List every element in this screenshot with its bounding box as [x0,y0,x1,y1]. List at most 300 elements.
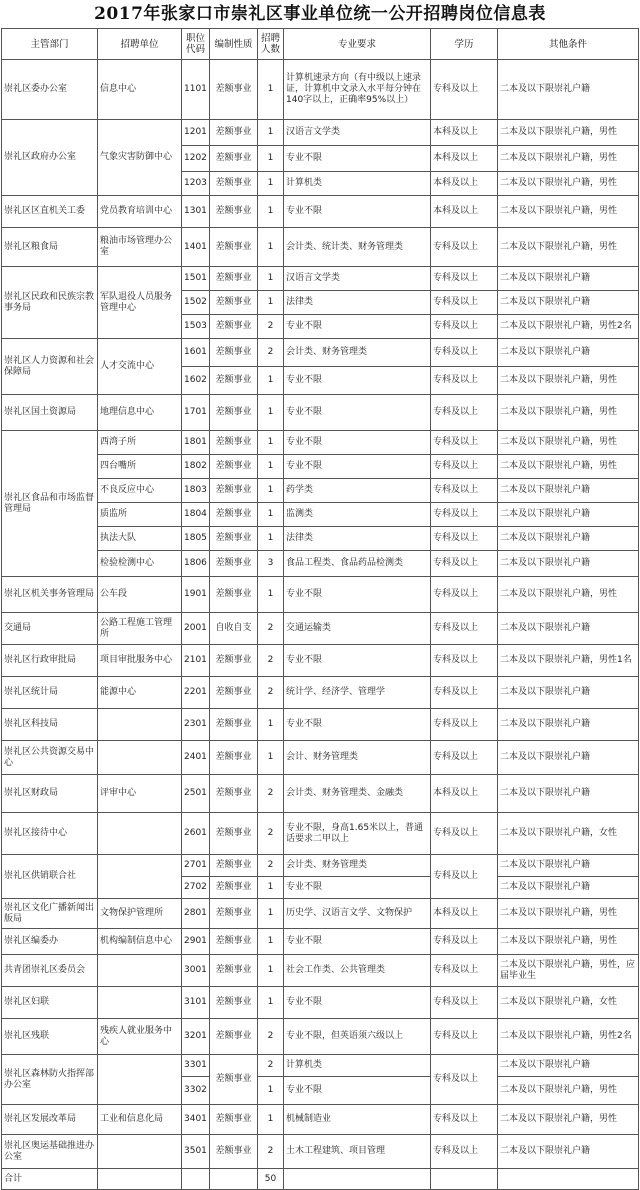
unit-cell: 人才交流中心 [98,339,182,395]
other-cell: 二本及以下限崇礼户籍，男性 [498,196,639,228]
count-cell: 1 [258,1105,284,1135]
edu-cell: 专科及以上 [431,1135,498,1169]
unit-cell: 公路工程施工管理所 [98,613,182,645]
code-cell: 2701 [182,855,210,877]
code-cell: 3401 [182,1105,210,1135]
major-cell: 计算机类 [284,172,431,196]
count-cell: 1 [258,291,284,315]
nature-cell: 差额事业 [210,775,258,813]
code-cell: 1602 [182,367,210,395]
major-cell: 法律类 [284,291,431,315]
nature-cell: 差额事业 [210,527,258,551]
major-cell: 会计类、财务管理类 [284,339,431,367]
edu-cell: 专科及以上 [431,645,498,677]
nature-cell: 差额事业 [210,577,258,613]
edu-cell: 专科及以上 [431,955,498,987]
major-cell: 专业不限 [284,431,431,455]
edu-cell: 专科及以上 [431,1105,498,1135]
other-cell: 二本及以下限崇礼户籍 [498,709,639,741]
table-row [2,503,639,527]
count-cell: 1 [258,929,284,955]
table-row [2,339,639,367]
table-header-row [2,29,639,60]
edu-cell: 专科及以上 [431,431,498,455]
unit-cell: 粮油市场管理办公室 [98,228,182,267]
table-row [2,395,639,431]
header-count: 招聘人数 [258,29,284,60]
table-row [2,775,639,813]
nature-cell: 差额事业 [210,291,258,315]
edu-cell: 专科及以上 [431,551,498,577]
nature-cell: 差额事业 [210,987,258,1019]
edu-cell: 专科及以上 [431,315,498,339]
unit-cell: 残疾人就业服务中心 [98,1019,182,1055]
dept-cell: 崇礼区食品和市场监督管理局 [2,431,98,577]
edu-cell: 专科及以上 [431,1055,498,1105]
nature-cell: 差额事业 [210,196,258,228]
other-cell: 二本及以下限崇礼户籍 [498,479,639,503]
dept-cell: 崇礼区委办公室 [2,60,98,120]
empty-cell [498,1169,639,1190]
count-cell: 3 [258,551,284,577]
count-cell: 2 [258,613,284,645]
dept-cell: 崇礼区民政和民族宗教事务局 [2,267,98,339]
other-cell: 二本及以下限崇礼户籍，男性 [498,1105,639,1135]
code-cell: 1401 [182,228,210,267]
major-cell: 土木工程建筑、项目管理 [284,1135,431,1169]
edu-cell: 专科及以上 [431,855,498,899]
table-row [2,645,639,677]
major-cell: 法律类 [284,527,431,551]
nature-cell: 差额事业 [210,899,258,929]
major-cell: 专业不限 [284,577,431,613]
dept-cell: 崇礼区国土资源局 [2,395,98,431]
code-cell: 2401 [182,741,210,775]
code-cell: 1501 [182,267,210,291]
count-cell: 2 [258,1135,284,1169]
dept-cell: 崇礼区科技局 [2,709,98,741]
dept-cell: 崇礼区编委办 [2,929,98,955]
nature-cell: 差额事业 [210,645,258,677]
unit-cell [98,741,182,775]
dept-cell: 崇礼区区直机关工委 [2,196,98,228]
major-cell: 会计类、财务管理类 [284,855,431,877]
table-row [2,987,639,1019]
dept-cell: 崇礼区公共资源交易中心 [2,741,98,775]
edu-cell: 专科及以上 [431,613,498,645]
edu-cell: 本科及以上 [431,196,498,228]
unit-cell: 西湾子所 [98,431,182,455]
other-cell: 二本及以下限崇礼户籍 [498,775,639,813]
code-cell: 2901 [182,929,210,955]
nature-cell: 差额事业 [210,431,258,455]
other-cell: 二本及以下限崇礼户籍，男性2名 [498,315,639,339]
code-cell: 1803 [182,479,210,503]
nature-cell: 差额事业 [210,455,258,479]
table-row [2,267,639,291]
code-cell: 1502 [182,291,210,315]
nature-cell: 差额事业 [210,1019,258,1055]
table-row [2,813,639,855]
other-cell: 二本及以下限崇礼户籍 [498,613,639,645]
unit-cell: 工业和信息化局 [98,1105,182,1135]
unit-cell [98,709,182,741]
unit-cell: 能源中心 [98,677,182,709]
count-cell: 1 [258,987,284,1019]
count-cell: 2 [258,855,284,877]
major-cell: 专业不限 [284,929,431,955]
unit-cell: 机构编制信息中心 [98,929,182,955]
dept-cell: 崇礼区供销联合社 [2,855,98,899]
code-cell: 1804 [182,503,210,527]
edu-cell: 专科及以上 [431,367,498,395]
major-cell: 食品工程类、食品药品检测类 [284,551,431,577]
edu-cell: 专科及以上 [431,228,498,267]
edu-cell: 专科及以上 [431,577,498,613]
major-cell: 专业不限 [284,146,431,172]
dept-cell: 崇礼区政府办公室 [2,120,98,196]
edu-cell: 专科及以上 [431,741,498,775]
code-cell: 1802 [182,455,210,479]
table-row [2,431,639,455]
empty-cell [210,1169,258,1190]
other-cell: 二本及以下限崇礼户籍，男性 [498,431,639,455]
other-cell: 二本及以下限崇礼户籍 [498,503,639,527]
unit-cell [98,855,182,899]
code-cell: 3001 [182,955,210,987]
major-cell: 专业不限 [284,645,431,677]
nature-cell: 差额事业 [210,1135,258,1169]
unit-cell: 执法大队 [98,527,182,551]
dept-cell: 崇礼区财政局 [2,775,98,813]
count-cell: 2 [258,1019,284,1055]
count-cell: 1 [258,196,284,228]
other-cell: 二本及以下限崇礼户籍 [498,1055,639,1077]
other-cell: 二本及以下限崇礼户籍 [498,551,639,577]
major-cell: 历史学、汉语言文学、文物保护 [284,899,431,929]
other-cell: 二本及以下限崇礼户籍，男性 [498,146,639,172]
code-cell: 2001 [182,613,210,645]
code-cell: 1601 [182,339,210,367]
other-cell: 二本及以下限崇礼户籍 [498,855,639,877]
other-cell: 二本及以下限崇礼户籍，男性 [498,120,639,146]
code-cell: 1806 [182,551,210,577]
other-cell: 二本及以下限崇礼户籍 [498,291,639,315]
unit-cell [98,813,182,855]
other-cell: 二本及以下限崇礼户籍，男性 [498,228,639,267]
unit-cell: 文物保护管理所 [98,899,182,929]
nature-cell: 差额事业 [210,877,258,899]
nature-cell: 差额事业 [210,1055,258,1105]
nature-cell: 差额事业 [210,315,258,339]
unit-cell: 地理信息中心 [98,395,182,431]
count-cell: 1 [258,503,284,527]
nature-cell: 差额事业 [210,741,258,775]
other-cell: 二本及以下限崇礼户籍，男性 [498,455,639,479]
other-cell: 二本及以下限崇礼户籍 [498,267,639,291]
count-cell: 1 [258,120,284,146]
unit-cell: 评审中心 [98,775,182,813]
edu-cell: 专科及以上 [431,527,498,551]
unit-cell [98,1055,182,1105]
dept-cell: 崇礼区残联 [2,1019,98,1055]
major-cell: 社会工作类、公共管理类 [284,955,431,987]
code-cell: 2702 [182,877,210,899]
table-row [2,1105,639,1135]
major-cell: 专业不限 [284,367,431,395]
code-cell: 2801 [182,899,210,929]
major-cell: 会计、财务管理类 [284,741,431,775]
major-cell: 专业不限 [284,196,431,228]
major-cell: 专业不限 [284,455,431,479]
count-cell: 1 [258,228,284,267]
major-cell: 专业不限 [284,315,431,339]
dept-cell: 崇礼区行政审批局 [2,645,98,677]
nature-cell: 差额事业 [210,955,258,987]
unit-cell: 气象灾害防御中心 [98,120,182,196]
count-cell: 2 [258,645,284,677]
edu-cell: 专科及以上 [431,503,498,527]
unit-cell: 质监所 [98,503,182,527]
code-cell: 3501 [182,1135,210,1169]
code-cell: 2201 [182,677,210,709]
table-row [2,577,639,613]
unit-cell: 项目审批服务中心 [98,645,182,677]
dept-cell: 崇礼区森林防火指挥部办公室 [2,1055,98,1105]
other-cell: 二本及以下限崇礼户籍，女性 [498,813,639,855]
code-cell: 1203 [182,172,210,196]
count-cell: 1 [258,367,284,395]
empty-cell [431,1169,498,1190]
nature-cell: 差额事业 [210,146,258,172]
nature-cell: 自收自支 [210,613,258,645]
nature-cell: 差额事业 [210,228,258,267]
nature-cell: 差额事业 [210,479,258,503]
major-cell: 计算机速录方向（有中级以上速录证，计算机中文录入水平每分钟在140字以上，正确率95%以上） [284,60,431,120]
count-cell: 2 [258,315,284,339]
count-cell: 1 [258,479,284,503]
code-cell: 1202 [182,146,210,172]
table-row [2,855,639,877]
code-cell: 1805 [182,527,210,551]
count-cell: 2 [258,775,284,813]
table-row [2,196,639,228]
count-cell: 1 [258,1077,284,1105]
nature-cell: 差额事业 [210,503,258,527]
unit-cell [98,1135,182,1169]
table-row [2,228,639,267]
other-cell: 二本及以下限崇礼户籍，男性 [498,929,639,955]
code-cell: 1301 [182,196,210,228]
header-code: 职位代码 [182,29,210,60]
code-cell: 3302 [182,1077,210,1105]
dept-cell: 崇礼区妇联 [2,987,98,1019]
other-cell: 二本及以下限崇礼户籍 [498,1135,639,1169]
table-row [2,709,639,741]
table-row [2,1055,639,1077]
major-cell: 专业不限 [284,395,431,431]
count-cell: 1 [258,877,284,899]
unit-cell: 四台嘴所 [98,455,182,479]
recruitment-table [1,28,639,1190]
table-row [2,1019,639,1055]
edu-cell: 专科及以上 [431,813,498,855]
count-cell: 2 [258,677,284,709]
unit-cell: 军队退役人员服务管理中心 [98,267,182,339]
edu-cell: 本科及以上 [431,899,498,929]
edu-cell: 专科及以上 [431,395,498,431]
dept-cell: 崇礼区人力资源和社会保障局 [2,339,98,395]
major-cell: 监测类 [284,503,431,527]
count-cell: 2 [258,1055,284,1077]
nature-cell: 差额事业 [210,1105,258,1135]
nature-cell: 差额事业 [210,677,258,709]
other-cell: 二本及以下限崇礼户籍 [498,60,639,120]
edu-cell: 专科及以上 [431,709,498,741]
header-edu: 学历 [431,29,498,60]
other-cell: 二本及以下限崇礼户籍 [498,677,639,709]
header-unit: 招聘单位 [98,29,182,60]
major-cell: 机械制造业 [284,1105,431,1135]
code-cell: 1101 [182,60,210,120]
major-cell: 专业不限 [284,987,431,1019]
major-cell: 汉语言文学类 [284,267,431,291]
other-cell: 二本及以下限崇礼户籍，男性2名 [498,1019,639,1055]
count-cell: 1 [258,455,284,479]
major-cell: 统计学、经济学、管理学 [284,677,431,709]
total-label: 合计 [2,1169,98,1190]
code-cell: 3301 [182,1055,210,1077]
header-other: 其他条件 [498,29,639,60]
empty-cell [182,1169,210,1190]
edu-cell: 专科及以上 [431,267,498,291]
unit-cell: 信息中心 [98,60,182,120]
major-cell: 汉语言文学类 [284,120,431,146]
total-row [2,1169,639,1190]
major-cell: 会计类、财务管理类、金融类 [284,775,431,813]
table-row [2,899,639,929]
nature-cell: 差额事业 [210,339,258,367]
count-cell: 1 [258,527,284,551]
unit-cell [98,987,182,1019]
dept-cell: 崇礼区接待中心 [2,813,98,855]
table-row [2,60,639,120]
empty-cell [98,1169,182,1190]
unit-cell: 党员教育培训中心 [98,196,182,228]
count-cell: 1 [258,899,284,929]
table-row [2,955,639,987]
dept-cell: 崇礼区奥运基础推进办公室 [2,1135,98,1169]
unit-cell [98,955,182,987]
code-cell: 1201 [182,120,210,146]
edu-cell: 本科及以上 [431,775,498,813]
table-row [2,613,639,645]
edu-cell: 专科及以上 [431,929,498,955]
nature-cell: 差额事业 [210,267,258,291]
table-row [2,120,639,146]
count-cell: 1 [258,146,284,172]
nature-cell: 差额事业 [210,60,258,120]
table-row [2,527,639,551]
other-cell: 二本及以下限崇礼户籍，男性 [498,1077,639,1105]
nature-cell: 差额事业 [210,367,258,395]
code-cell: 3101 [182,987,210,1019]
nature-cell: 差额事业 [210,395,258,431]
code-cell: 2501 [182,775,210,813]
count-cell: 1 [258,709,284,741]
nature-cell: 差额事业 [210,120,258,146]
nature-cell: 差额事业 [210,929,258,955]
major-cell: 专业不限，身高1.65米以上，普通话要求二甲以上 [284,813,431,855]
code-cell: 1701 [182,395,210,431]
other-cell: 二本及以下限崇礼户籍，男性 [498,899,639,929]
count-cell: 2 [258,813,284,855]
count-cell: 2 [258,339,284,367]
other-cell: 二本及以下限崇礼户籍 [498,877,639,899]
other-cell: 二本及以下限崇礼户籍，男性 [498,395,639,431]
edu-cell: 专科及以上 [431,291,498,315]
other-cell: 二本及以下限崇礼户籍 [498,339,639,367]
table-row [2,741,639,775]
header-nature: 编制性质 [210,29,258,60]
major-cell: 专业不限 [284,877,431,899]
edu-cell: 专科及以上 [431,479,498,503]
total-count: 50 [258,1169,284,1190]
edu-cell: 本科及以上 [431,172,498,196]
code-cell: 2101 [182,645,210,677]
other-cell: 二本及以下限崇礼户籍 [498,527,639,551]
edu-cell: 专科及以上 [431,60,498,120]
count-cell: 1 [258,431,284,455]
major-cell: 药学类 [284,479,431,503]
other-cell: 二本及以下限崇礼户籍 [498,741,639,775]
other-cell: 二本及以下限崇礼户籍，男性 [498,577,639,613]
major-cell: 专业不限 [284,709,431,741]
dept-cell: 崇礼区发展改革局 [2,1105,98,1135]
dept-cell: 崇礼区粮食局 [2,228,98,267]
major-cell: 专业不限，但英语须六级以上 [284,1019,431,1055]
empty-cell [284,1169,431,1190]
table-row [2,455,639,479]
unit-cell: 不良反应中心 [98,479,182,503]
major-cell: 专业不限 [284,1077,431,1105]
edu-cell: 本科及以上 [431,146,498,172]
count-cell: 1 [258,577,284,613]
edu-cell: 专科及以上 [431,455,498,479]
nature-cell: 差额事业 [210,813,258,855]
other-cell: 二本及以下限崇礼户籍，男性 [498,172,639,196]
edu-cell: 本科及以上 [431,120,498,146]
unit-cell: 公车段 [98,577,182,613]
dept-cell: 崇礼区机关事务管理局 [2,577,98,613]
header-major: 专业要求 [284,29,431,60]
table-row [2,1135,639,1169]
major-cell: 计算机类 [284,1055,431,1077]
dept-cell: 崇礼区统计局 [2,677,98,709]
count-cell: 1 [258,741,284,775]
other-cell: 二本及以下限崇礼户籍，女性 [498,987,639,1019]
other-cell: 二本及以下限崇礼户籍，男性，应届毕业生 [498,955,639,987]
table-row [2,677,639,709]
nature-cell: 差额事业 [210,855,258,877]
code-cell: 3201 [182,1019,210,1055]
table-row [2,479,639,503]
table-row [2,551,639,577]
count-cell: 1 [258,395,284,431]
edu-cell: 专科及以上 [431,339,498,367]
code-cell: 1503 [182,315,210,339]
dept-cell: 共青团崇礼区委员会 [2,955,98,987]
